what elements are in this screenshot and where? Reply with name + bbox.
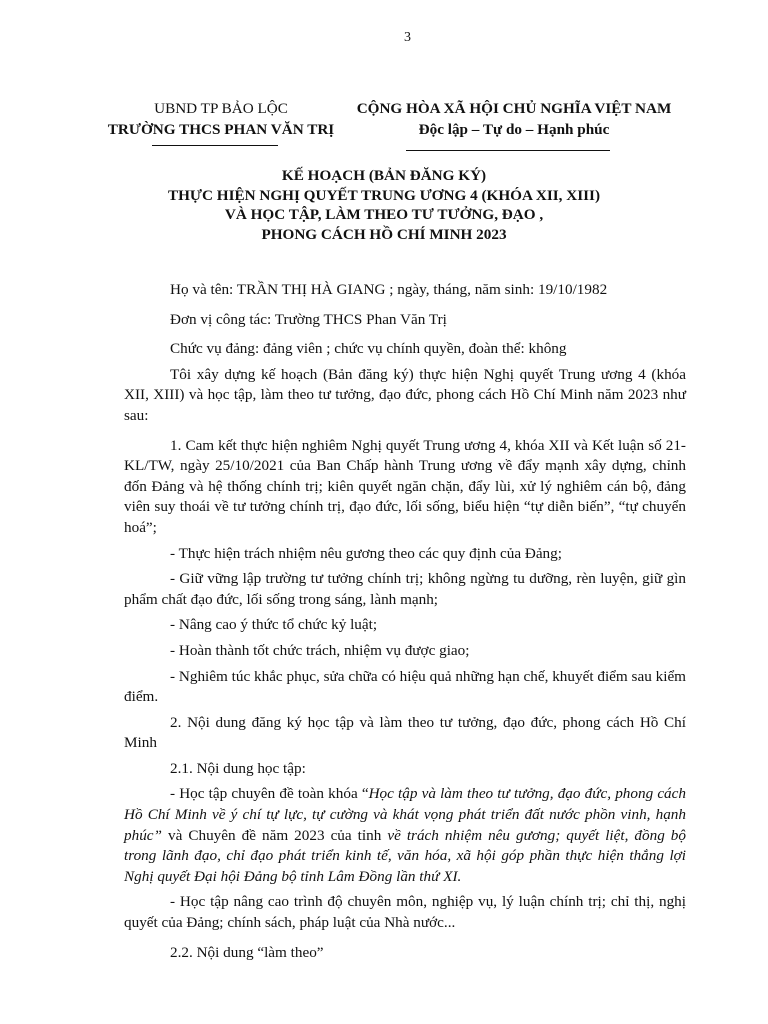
section-2-2-heading: 2.2. Nội dung “làm theo” — [170, 943, 324, 961]
page-number: 3 — [404, 30, 411, 45]
national-motto: Độc lập – Tự do – Hạnh phúc — [418, 121, 610, 138]
header-right-underline — [406, 150, 610, 151]
section-2-1-heading: 2.1. Nội dung học tập: — [170, 759, 306, 777]
unit-line: Đơn vị công tác: Trường THCS Phan Văn Trị — [170, 310, 447, 328]
bullet-political-stance: - Giữ vững lập trường tư tưởng chính trị; không ngừng tu dưỡng, rèn luyện, giữ gìn phẩm chất đạo đức, lối sống trong sáng, lành mạnh; — [124, 570, 686, 608]
national-title: CỘNG HÒA XÃ HỘI CHỦ NGHĨA VIỆT NAM — [356, 100, 672, 117]
title-line-1: KẾ HOẠCH (BẢN ĐĂNG KÝ) — [281, 167, 487, 184]
position-line: Chức vụ đảng: đảng viên ; chức vụ chính quyền, đoàn thể: không — [170, 340, 567, 358]
name-line: Họ và tên: TRẦN THỊ HÀ GIANG ; ngày, tháng, năm sinh: 19/10/1982 — [170, 281, 608, 298]
document-body — [124, 280, 686, 963]
bullet-discipline: - Nâng cao ý thức tổ chức kỷ luật; — [170, 616, 378, 634]
header-left-underline — [152, 145, 278, 146]
document-title — [80, 166, 688, 244]
study-content-1-theme: về trách nhiệm nêu gương; quyết liệt, đồng bộ trong lãnh đạo, chỉ đạo phát triển kinh tế, văn hóa, xã hội góp phần thực hiện thắng lợi Nghị quyết Đại hội Đảng bộ tỉnh Lâm Đồng lần thứ XI. — [124, 826, 686, 885]
intro-paragraph: Tôi xây dựng kế hoạch (Bản đăng ký) thực hiện Nghị quyết Trung ương 4 (khóa XII, XIII) và học tập, làm theo tư tưởng, đạo đức, phong cách Hồ Chí Minh năm 2023 như sau: — [124, 365, 686, 424]
study-content-2: - Học tập nâng cao trình độ chuyên môn, nghiệp vụ, lý luận chính trị; chỉ thị, nghị quyết của Đảng; chính sách, pháp luật của Nhà nước... — [124, 893, 686, 932]
school-name: TRƯỜNG THCS PHAN VĂN TRỊ — [107, 121, 335, 138]
study-content-1-lead: - Học tập chuyên đề toàn khóa “ — [170, 785, 369, 803]
study-content-1 — [124, 784, 686, 887]
issuing-authority: UBND TP BẢO LỘC — [154, 100, 288, 117]
study-content-1-mid: và Chuyên đề năm 2023 của tỉnh — [161, 826, 388, 844]
bullet-duties: - Hoàn thành tốt chức trách, nhiệm vụ được giao; — [170, 641, 470, 659]
bullet-exemplary: - Thực hiện trách nhiệm nêu gương theo các quy định của Đảng; — [170, 544, 562, 562]
title-line-4: PHONG CÁCH HỒ CHÍ MINH 2023 — [261, 225, 507, 243]
title-line-3: VÀ HỌC TẬP, LÀM THEO TƯ TƯỞNG, ĐẠO , — [224, 206, 544, 223]
study-content-1-topic: Học tập và làm theo tư tưởng, đạo đức, phong cách Hồ Chí Minh về ý chí tự lực, tự cường và khát vọng phát triển đất nước phồn vinh, hạnh phúc” — [124, 785, 686, 844]
commitment-paragraph: 1. Cam kết thực hiện nghiêm Nghị quyết Trung ương 4, khóa XII và Kết luận số 21-KL/TW, ngày 25/10/2021 của Ban Chấp hành Trung ương về đẩy mạnh xây dựng, chỉnh đốn Đảng và hệ thống chính trị; kiên quyết ngăn chặn, đẩy lùi, xử lý nghiêm cán bộ, đảng viên suy thoái về tư tưởng chính trị, đạo đức, lối sống, biểu hiện “tự diễn biến”, “tự chuyển hoá”; — [124, 436, 686, 536]
section-2-heading: 2. Nội dung đăng ký học tập và làm theo tư tưởng, đạo đức, phong cách Hồ Chí Minh — [124, 713, 686, 752]
title-line-2: THỰC HIỆN NGHỊ QUYẾT TRUNG ƯƠNG 4 (KHÓA XII, XIII) — [167, 186, 601, 204]
bullet-remedy: - Nghiêm túc khắc phục, sửa chữa có hiệu quả những hạn chế, khuyết điểm sau kiểm điểm. — [124, 667, 686, 706]
